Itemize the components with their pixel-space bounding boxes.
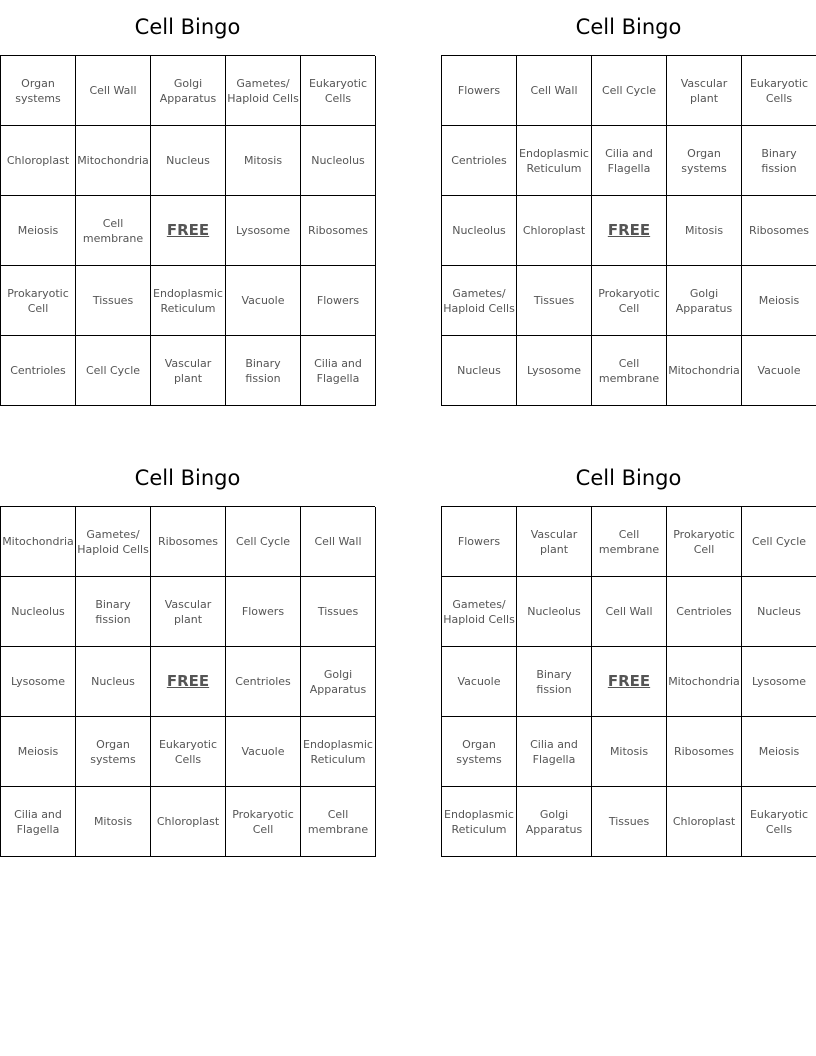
bingo-grid: [441, 55, 816, 406]
bingo-cell: Golgi Apparatus: [517, 787, 592, 857]
bingo-cell: Mitochondria: [667, 647, 742, 717]
bingo-cell: Eukaryotic Cells: [151, 717, 226, 787]
bingo-cell: Nucleus: [76, 647, 151, 717]
bingo-cell: Lysosome: [742, 647, 816, 717]
bingo-cell: Centrioles: [442, 126, 517, 196]
bingo-cell: Ribosomes: [667, 717, 742, 787]
bingo-cell: Eukaryotic Cells: [742, 787, 816, 857]
bingo-cell: Cell Cycle: [76, 336, 151, 406]
bingo-cell: Lysosome: [226, 196, 301, 266]
bingo-cell: Mitosis: [667, 196, 742, 266]
bingo-cell: Organ systems: [442, 717, 517, 787]
bingo-cell: Cell membrane: [301, 787, 376, 857]
bingo-card-1: [0, 0, 375, 406]
bingo-grid: [0, 506, 375, 857]
bingo-cell: Meiosis: [1, 717, 76, 787]
bingo-cell: Binary fission: [517, 647, 592, 717]
bingo-cell: Tissues: [301, 577, 376, 647]
bingo-cell: Mitosis: [592, 717, 667, 787]
bingo-cell: Eukaryotic Cells: [742, 56, 816, 126]
bingo-cell: Nucleolus: [517, 577, 592, 647]
bingo-cell: Nucleolus: [301, 126, 376, 196]
bingo-cell: Gametes/ Haploid Cells: [226, 56, 301, 126]
bingo-cell: Organ systems: [76, 717, 151, 787]
bingo-cell: Vascular plant: [151, 577, 226, 647]
bingo-cell: Endoplasmic Reticulum: [517, 126, 592, 196]
bingo-cell: Tissues: [517, 266, 592, 336]
free-space-cell: FREE: [151, 647, 226, 717]
bingo-cell: Nucleus: [442, 336, 517, 406]
bingo-cell: Cilia and Flagella: [592, 126, 667, 196]
card-title: Cell Bingo: [575, 15, 682, 39]
bingo-cell: Cell membrane: [592, 336, 667, 406]
bingo-cell: Ribosomes: [301, 196, 376, 266]
bingo-cell: Endoplasmic Reticulum: [301, 717, 376, 787]
bingo-cell: Cell Cycle: [226, 507, 301, 577]
bingo-cell: Mitochondria: [667, 336, 742, 406]
free-space-cell: FREE: [151, 196, 226, 266]
bingo-cell: Cell Wall: [592, 577, 667, 647]
bingo-cell: Chloroplast: [667, 787, 742, 857]
bingo-cell: Cilia and Flagella: [301, 336, 376, 406]
bingo-cell: Vacuole: [226, 717, 301, 787]
bingo-cell: Prokaryotic Cell: [1, 266, 76, 336]
bingo-cell: Flowers: [301, 266, 376, 336]
bingo-cell: Nucleus: [742, 577, 816, 647]
bingo-cell: Gametes/ Haploid Cells: [442, 266, 517, 336]
bingo-cell: Chloroplast: [1, 126, 76, 196]
free-space-cell: FREE: [592, 196, 667, 266]
bingo-cell: Chloroplast: [517, 196, 592, 266]
bingo-cell: Ribosomes: [742, 196, 816, 266]
bingo-cell: Tissues: [76, 266, 151, 336]
card-title: Cell Bingo: [134, 466, 241, 490]
bingo-cell: Endoplasmic Reticulum: [442, 787, 517, 857]
bingo-cell: Cell Wall: [301, 507, 376, 577]
bingo-cell: Nucleolus: [1, 577, 76, 647]
bingo-cell: Mitosis: [76, 787, 151, 857]
bingo-cell: Centrioles: [226, 647, 301, 717]
bingo-card-4: [441, 451, 816, 857]
bingo-cell: Cell Wall: [76, 56, 151, 126]
bingo-cell: Flowers: [442, 56, 517, 126]
bingo-cell: Vacuole: [442, 647, 517, 717]
bingo-cell: Eukaryotic Cells: [301, 56, 376, 126]
bingo-cell: Tissues: [592, 787, 667, 857]
bingo-cell: Mitosis: [226, 126, 301, 196]
bingo-cell: Prokaryotic Cell: [592, 266, 667, 336]
bingo-cell: Lysosome: [1, 647, 76, 717]
bingo-cell: Centrioles: [667, 577, 742, 647]
bingo-card-3: [0, 451, 375, 857]
bingo-cell: Vascular plant: [517, 507, 592, 577]
bingo-cell: Vacuole: [742, 336, 816, 406]
bingo-cell: Organ systems: [667, 126, 742, 196]
bingo-cell: Meiosis: [742, 717, 816, 787]
bingo-cell: Cell membrane: [76, 196, 151, 266]
bingo-cell: Cell Cycle: [592, 56, 667, 126]
bingo-cell: Cell Wall: [517, 56, 592, 126]
bingo-cell: Cell Cycle: [742, 507, 816, 577]
free-space-cell: FREE: [592, 647, 667, 717]
bingo-cell: Ribosomes: [151, 507, 226, 577]
bingo-cell: Binary fission: [76, 577, 151, 647]
bingo-cell: Organ systems: [1, 56, 76, 126]
bingo-cell: Flowers: [226, 577, 301, 647]
bingo-cell: Vascular plant: [151, 336, 226, 406]
bingo-cell: Lysosome: [517, 336, 592, 406]
card-title: Cell Bingo: [134, 15, 241, 39]
bingo-grid: [441, 506, 816, 857]
bingo-card-2: [441, 0, 816, 406]
bingo-cell: Vacuole: [226, 266, 301, 336]
bingo-cell: Cilia and Flagella: [517, 717, 592, 787]
bingo-cell: Flowers: [442, 507, 517, 577]
bingo-cell: Gametes/ Haploid Cells: [442, 577, 517, 647]
bingo-grid: [0, 55, 375, 406]
bingo-cell: Prokaryotic Cell: [667, 507, 742, 577]
bingo-cell: Vascular plant: [667, 56, 742, 126]
bingo-cell: Centrioles: [1, 336, 76, 406]
bingo-cell: Nucleolus: [442, 196, 517, 266]
bingo-cell: Golgi Apparatus: [151, 56, 226, 126]
bingo-cell: Chloroplast: [151, 787, 226, 857]
bingo-cell: Mitochondria: [76, 126, 151, 196]
bingo-cell: Gametes/ Haploid Cells: [76, 507, 151, 577]
bingo-cell: Golgi Apparatus: [667, 266, 742, 336]
bingo-cell: Mitochondria: [1, 507, 76, 577]
bingo-cell: Nucleus: [151, 126, 226, 196]
bingo-cell: Binary fission: [226, 336, 301, 406]
bingo-cell: Endoplasmic Reticulum: [151, 266, 226, 336]
bingo-cell: Prokaryotic Cell: [226, 787, 301, 857]
bingo-cell: Meiosis: [1, 196, 76, 266]
bingo-cell: Golgi Apparatus: [301, 647, 376, 717]
card-title: Cell Bingo: [575, 466, 682, 490]
bingo-cell: Cilia and Flagella: [1, 787, 76, 857]
bingo-cell: Meiosis: [742, 266, 816, 336]
bingo-cell: Binary fission: [742, 126, 816, 196]
bingo-cell: Cell membrane: [592, 507, 667, 577]
